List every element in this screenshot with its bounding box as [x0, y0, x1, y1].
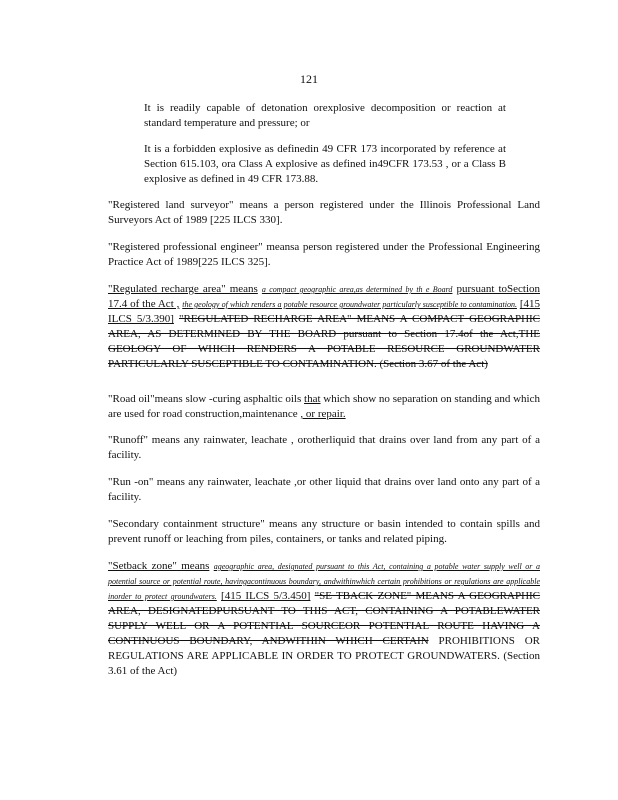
- definition-professional-engineer: [108, 240, 540, 270]
- inserted-text: that: [304, 393, 321, 405]
- deleted-text: "REGULATED RECHARGE AREA" MEANS A COMPACT GEOGRAPHIC AREA, AS DETERMINED BY THE BOARD pursuant to Section 17.4of the Act,THE GEOLOGY OF WHICH RENDERS A POTABLE RESOURCE GROUNDWATER PARTICULARLY SUSCEPTIBLE TO CONTAMINATION. (Section 3.67 of the Act): [108, 313, 541, 370]
- paragraph-text: "Secondary containment structure" means any structure or basin intended to contain spills and prevent runoff or leaching from piles, containers, or tanks and related piping.: [108, 518, 540, 545]
- paragraph-text: , or repair.: [300, 408, 346, 420]
- inserted-text: ageographic area, designated pursuant to this Act, containing a potable water supply well or a potential source or potential route, havingacontinuous boundary, andwithinwhich certain prohibitions or regulations are applicable inorder to protect groundwaters.: [108, 562, 540, 601]
- definition-regulated-recharge-area: [108, 282, 540, 372]
- citation: [415 ILCS 5/3.450]: [221, 590, 311, 602]
- paragraph-text: "Registered professional engineer" meansa person registered under the Professional Engineering Practice Act of 1989[225 ILCS 325].: [108, 241, 540, 268]
- paragraph-forbidden-explosive: [144, 142, 506, 187]
- paragraph-text: which show no separation on standing and which are used for road construction,maintenance: [108, 393, 540, 420]
- definition-land-surveyor: [108, 198, 540, 228]
- definition-secondary-containment: [108, 517, 540, 547]
- paragraph-text: It is readily capable of detonation orexplosive decomposition or reaction at standard temperature and pressure; or: [144, 102, 506, 129]
- definition-runoff: [108, 433, 540, 463]
- term-head: "Regulated recharge area" means: [108, 283, 258, 295]
- page-number: 121: [300, 72, 318, 86]
- paragraph-text: "Road oil"means slow -curing asphaltic oils: [108, 393, 302, 405]
- paragraph-text: "Run -on" means any rainwater, leachate ,or other liquid that drains over land onto any part of a facility.: [108, 476, 540, 503]
- paragraph-text: PROHIBITIONS OR REGULATIONS ARE APPLICABLE IN ORDER TO PROTECT GROUNDWATERS. (Section 3.61 of the Act): [108, 635, 540, 677]
- inserted-text: the geology of which renders a potable resource groundwater particularly susceptible to contamination.: [182, 300, 517, 309]
- definition-setback-zone: [108, 559, 540, 679]
- deleted-text: "SE TBACK ZONE" MEANS A GEOGRAPHIC AREA, DESIGNATEDPURSUANT TO THIS ACT, CONTAINING A POTABLEWATER SUPPLY WELL OR A POTENTIAL SOURCEOR POTENTIAL ROUTE HAVING A CONTINUOUS BOUNDARY, ANDWITHIN WHICH CERTAIN: [108, 590, 541, 647]
- definition-run-on: [108, 475, 540, 505]
- term-head: "Setback zone" means: [108, 560, 210, 572]
- paragraph-detonation: [144, 101, 506, 131]
- paragraph-text: "Registered land surveyor" means a person registered under the Illinois Professional Land Surveyors Act of 1989 [225 ILCS 330].: [108, 199, 540, 226]
- citation: [415 ILCS 5/3.390]: [108, 298, 540, 325]
- definition-road-oil: [108, 392, 540, 422]
- inserted-text: pursuant toSection 17.4 of the Act ,: [108, 283, 540, 310]
- inserted-text: a compact geographic area,as determined by th e Board: [261, 285, 453, 294]
- paragraph-text: "Runoff" means any rainwater, leachate , orotherliquid that drains over land from any part of a facility.: [108, 434, 540, 461]
- paragraph-text: It is a forbidden explosive as definedin 49 CFR 173 incorporated by reference at Section 615.103, ora Class A explosive as defined in49CFR 173.53 , or a Class B explosive as defined in 49 CFR 173.88.: [144, 143, 506, 185]
